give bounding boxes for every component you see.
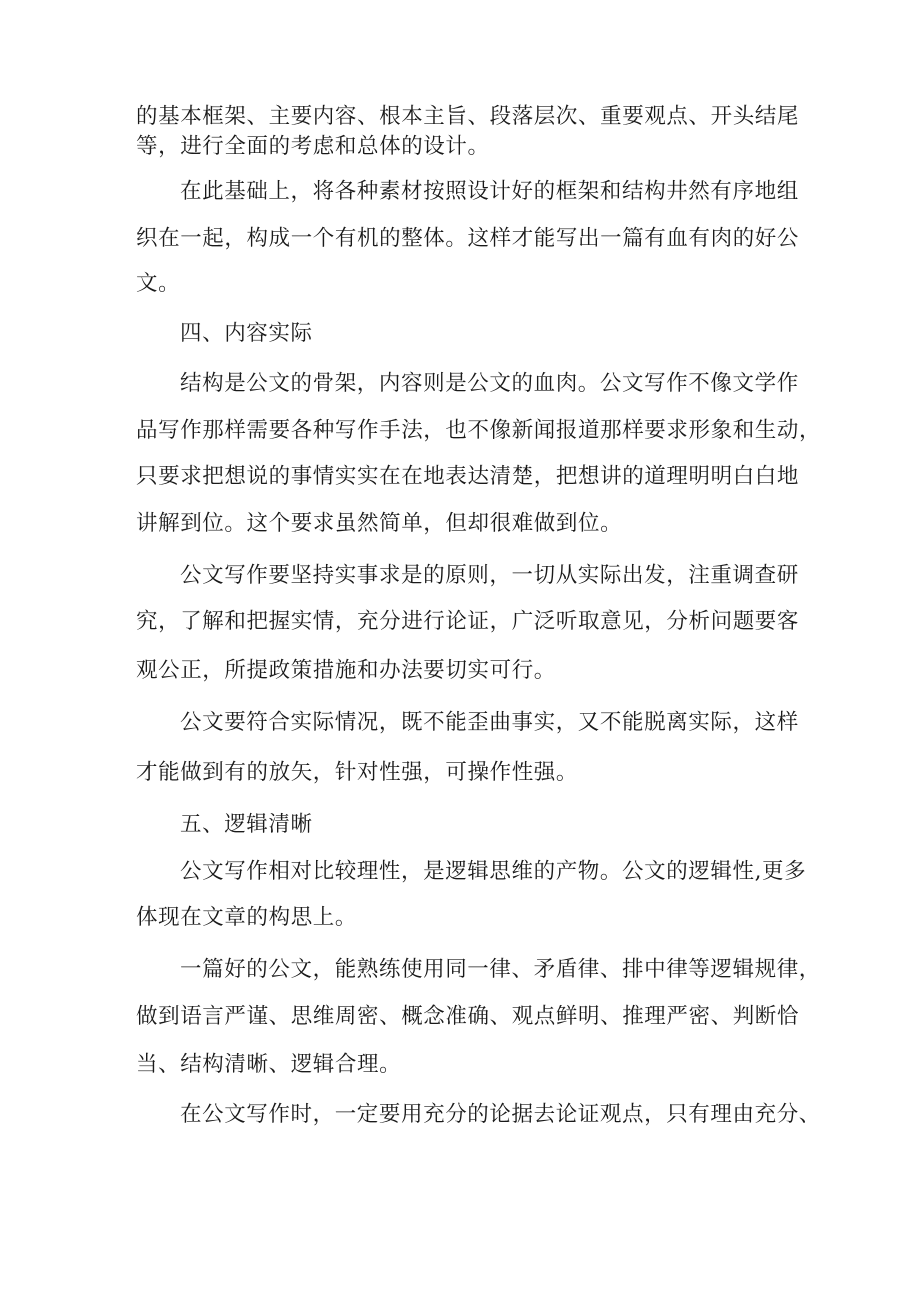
text-line: 织在一起，构成一个有机的整体。这样才能写出一篇有血有肉的好公 <box>136 226 800 251</box>
text-line: 公文写作要坚持实事求是的原则，一切从实际出发，注重调查研 <box>180 563 799 588</box>
text-line: 公文要符合实际情况，既不能歪曲事实，又不能脱离实际，这样 <box>180 710 799 735</box>
text-line: 在公文写作时，一定要用充分的论据去论证观点，只有理由充分、 <box>180 1102 821 1127</box>
text-line: 结构是公文的骨架，内容则是公文的血肉。公文写作不像文学作 <box>180 371 799 396</box>
text-line: 的基本框架、主要内容、根本主旨、段落层次、重要观点、开头结尾 <box>136 104 800 129</box>
text-line: 当、结构清晰、逻辑合理。 <box>136 1052 402 1077</box>
text-line: 公文写作相对比较理性，是逻辑思维的产物。公文的逻辑性,更多 <box>180 859 807 884</box>
text-line: 才能做到有的放矢，针对性强，可操作性强。 <box>136 760 579 785</box>
text-line: 观公正，所提政策措施和办法要切实可行。 <box>136 658 556 683</box>
text-line: 讲解到位。这个要求虽然简单，但却很难做到位。 <box>136 511 623 536</box>
text-line: 品写作那样需要各种写作手法，也不像新闻报道那样要求形象和生动， <box>136 418 822 443</box>
text-line: 只要求把想说的事情实实在在地表达清楚，把想讲的道理明明白白地 <box>136 464 800 489</box>
text-line: 做到语言严谨、思维周密、概念准确、观点鲜明、推理严密、判断恰 <box>136 1004 800 1029</box>
text-line: 在此基础上，将各种素材按照设计好的框架和结构井然有序地组 <box>180 179 799 204</box>
text-line: 文。 <box>136 271 181 296</box>
text-line: 五、逻辑清晰 <box>180 812 313 837</box>
text-line: 体现在文章的构思上。 <box>136 905 358 930</box>
text-line: 一篇好的公文，能熟练使用同一律、矛盾律、排中律等逻辑规律， <box>180 957 821 982</box>
text-line: 究，了解和把握实情，充分进行论证，广泛听取意见，分析问题要客 <box>136 609 800 634</box>
text-line: 等，进行全面的考虑和总体的设计。 <box>136 134 490 159</box>
text-line: 四、内容实际 <box>180 321 313 346</box>
